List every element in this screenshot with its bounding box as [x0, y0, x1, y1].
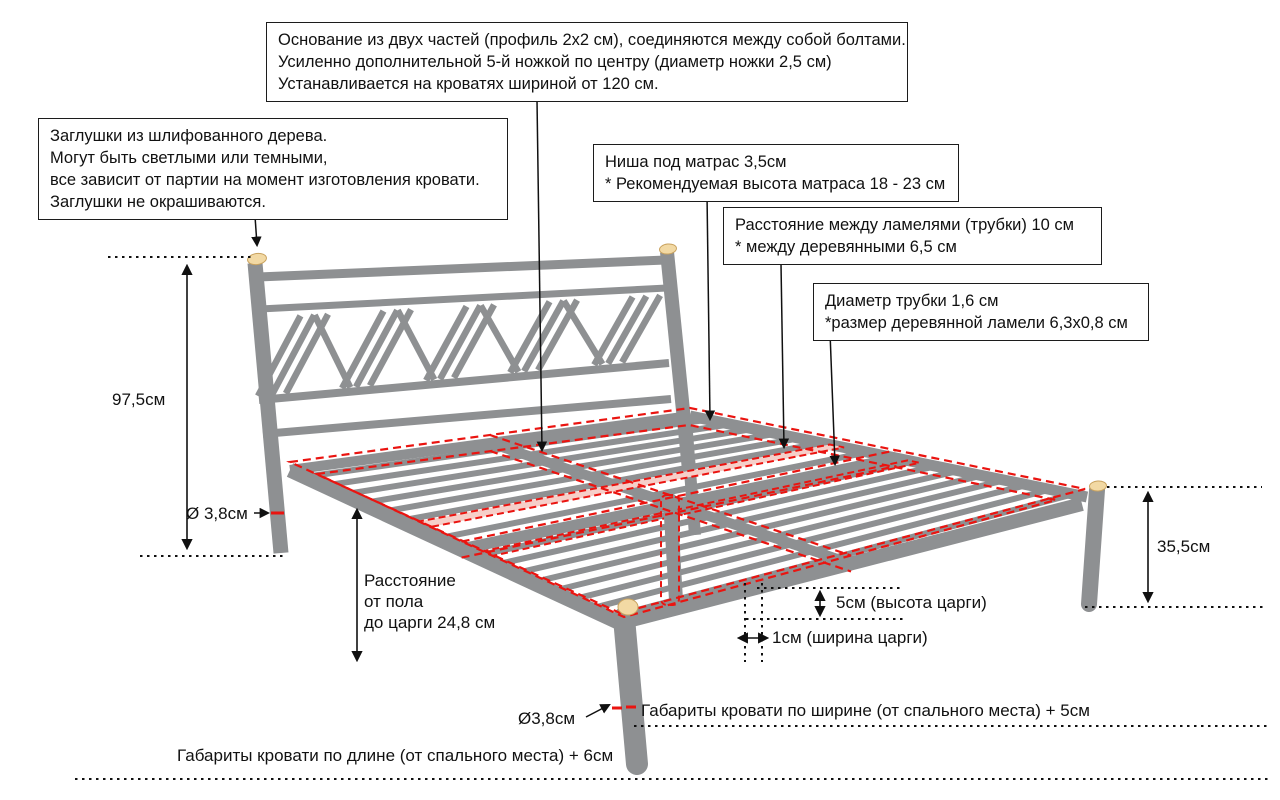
callout-line: Усиленно дополнительной 5-й ножкой по центру (диаметр ножки 2,5 см)	[278, 53, 832, 71]
callout-line: все зависит от партии на момент изготовления кровати.	[50, 171, 480, 189]
dim-overall-width: Габариты кровати по ширине (от спального места) + 5см	[641, 701, 1090, 720]
callout-line: * Рекомендуемая высота матраса 18 - 23 см	[605, 175, 946, 193]
callout-mattress-niche	[593, 144, 959, 202]
callout-wood-caps	[38, 118, 508, 220]
dim-rail-height: 5см (высота царги)	[836, 593, 987, 612]
callout-line: * между деревянными 6,5 см	[735, 238, 957, 256]
dim-foot-leg-diameter: Ø3,8см	[518, 709, 576, 728]
callout-line: Ниша под матрас 3,5см	[605, 153, 787, 171]
callout-line: *размер деревянной ламели 6,3х0,8 см	[825, 314, 1128, 332]
dim-rail-width: 1см (ширина царги)	[772, 628, 928, 647]
callout-line: Заглушки не окрашиваются.	[50, 193, 266, 211]
callout-lamel-spacing	[723, 207, 1102, 265]
callout-line: Могут быть светлыми или темными,	[50, 149, 328, 167]
callout-line: Основание из двух частей (профиль 2х2 см), соединяются между собой болтами.	[278, 31, 906, 49]
callout-line: Расстояние между ламелями (трубки) 10 см	[735, 216, 1074, 234]
callout-line: Устанавливается на кроватях шириной от 120 см.	[278, 75, 659, 93]
dim-head-leg-diameter: Ø 3,8см	[186, 504, 248, 523]
dim-headboard-height: 97,5см	[112, 390, 166, 409]
dim-floor-to-rail	[364, 570, 495, 633]
dim-line: до царги 24,8 см	[364, 613, 496, 632]
dim-line: от пола	[364, 592, 424, 611]
callout-line: Заглушки из шлифованного дерева.	[50, 127, 328, 145]
callout-tube-diameter	[813, 283, 1149, 341]
dim-overall-length: Габариты кровати по длине (от спального места) + 6см	[177, 746, 614, 765]
callout-line: Диаметр трубки 1,6 см	[825, 292, 999, 310]
dim-foot-height: 35,5см	[1157, 537, 1211, 556]
callout-base-construction	[266, 22, 908, 102]
dim-line: Расстояние	[364, 571, 456, 590]
